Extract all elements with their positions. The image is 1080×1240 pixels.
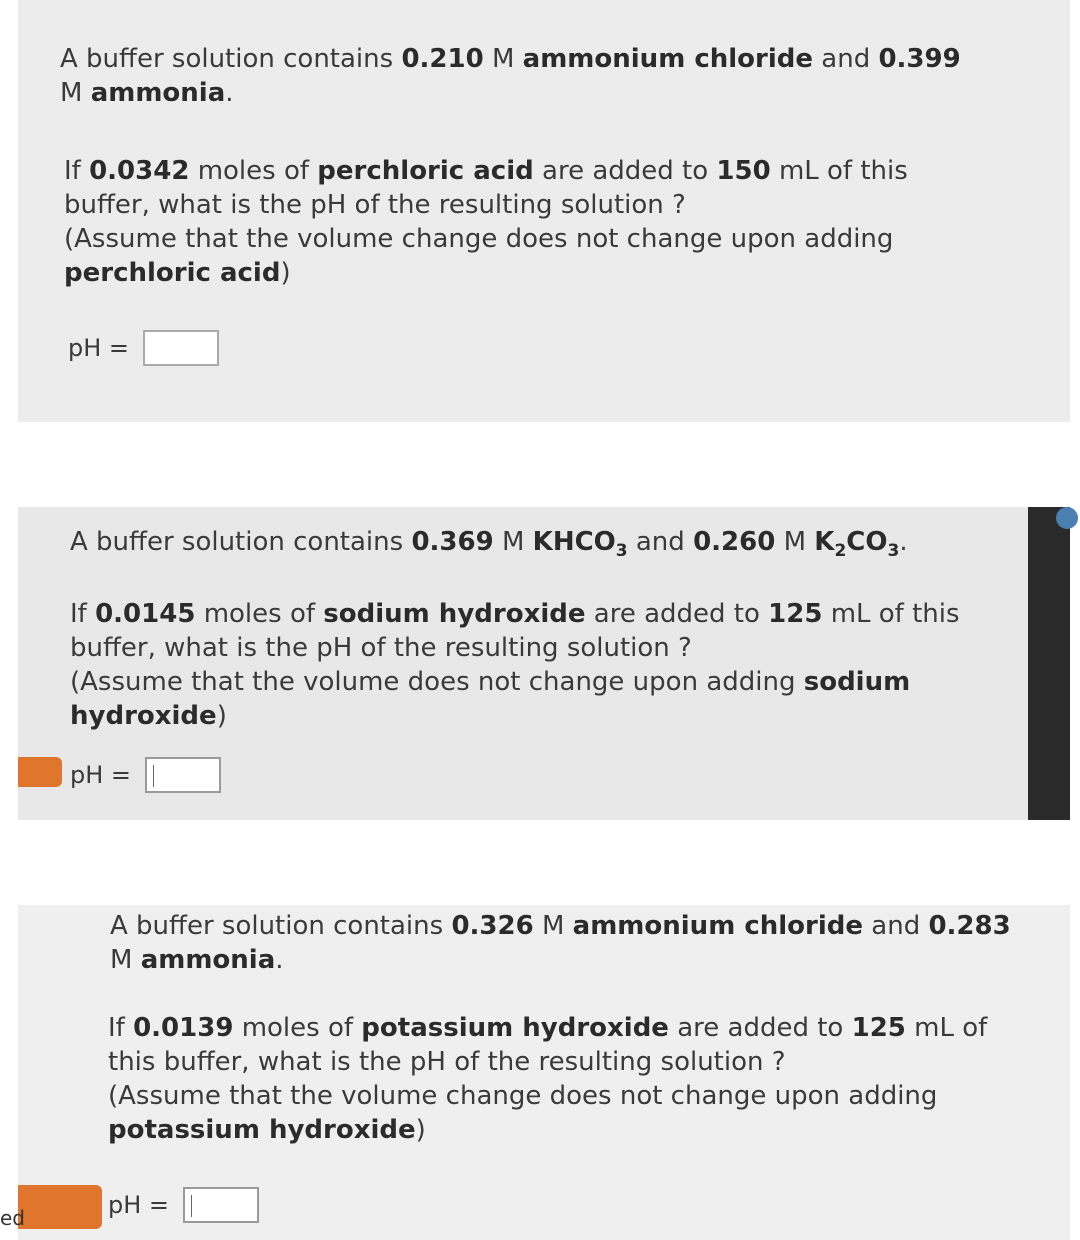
q1-salt-conc: 0.210	[401, 44, 484, 74]
q1-base: ammonia	[90, 78, 226, 108]
q2-volume-unit: mL of this	[822, 599, 960, 629]
q2-close-paren: )	[216, 701, 227, 731]
q1-salt: ammonium chloride	[522, 44, 814, 74]
q3-volume-unit: mL of	[905, 1013, 988, 1043]
q1-unit-2: M	[60, 78, 91, 108]
q1-answer-row	[68, 330, 219, 366]
q2-co-text: CO	[846, 527, 888, 557]
q2-if: If	[70, 599, 96, 629]
q3-assumption: (Assume that the volume change does not change upon adding	[108, 1081, 938, 1111]
q3-and: and	[863, 911, 929, 941]
q3-close-paren: )	[415, 1115, 426, 1145]
q3-volume: 125	[851, 1013, 906, 1043]
q1-close-paren: )	[280, 258, 291, 288]
q2-question	[70, 597, 960, 733]
q3-answer-row	[108, 1187, 259, 1223]
q3-question	[108, 1011, 987, 1147]
q3-intro-text: A buffer solution contains	[110, 911, 452, 941]
q1-period: .	[225, 78, 234, 108]
q2-answer-row	[70, 757, 221, 793]
q3-period: .	[275, 945, 284, 975]
q1-intro-text: A buffer solution contains	[60, 44, 402, 74]
q2-k-sub: 2	[834, 541, 847, 561]
q1-ph-input[interactable]	[143, 330, 219, 366]
q1-intro	[60, 42, 961, 110]
question-panel-1	[18, 0, 1070, 422]
q2-and: and	[627, 527, 694, 557]
q3-assumption-reagent: potassium hydroxide	[108, 1115, 416, 1145]
q2-intro-text: A buffer solution contains	[70, 527, 412, 557]
q2-moles-of: moles of	[195, 599, 324, 629]
q1-ph-label: pH =	[68, 334, 130, 362]
q3-ph-input[interactable]	[183, 1187, 259, 1223]
q3-ph-label: pH =	[108, 1191, 170, 1219]
q3-added-to: are added to	[668, 1013, 852, 1043]
q3-salt-conc: 0.326	[451, 911, 534, 941]
q1-added-to: are added to	[533, 156, 717, 186]
q3-text-caret	[191, 1195, 192, 1217]
q2-added-to: are added to	[585, 599, 769, 629]
question-panel-3	[18, 905, 1070, 1240]
q3-moles: 0.0139	[133, 1013, 234, 1043]
q2-assumption-reagent-b: hydroxide	[70, 701, 217, 731]
q3-moles-of: moles of	[233, 1013, 362, 1043]
q1-volume-unit: mL of this	[770, 156, 908, 186]
q2-acid-salt	[532, 527, 628, 561]
q3-unit-2: M	[110, 945, 141, 975]
q2-unit-2: M	[775, 527, 815, 557]
q3-intro	[110, 909, 1011, 977]
q2-text-caret	[153, 765, 154, 787]
q1-question-line2: buffer, what is the pH of the resulting solution ?	[64, 190, 686, 220]
q2-status-tab	[18, 757, 62, 787]
q2-base-conc: 0.260	[693, 527, 776, 557]
q2-base-salt	[814, 527, 900, 561]
q2-question-line2: buffer, what is the pH of the resulting solution ?	[70, 633, 692, 663]
q1-assumption-reagent: perchloric acid	[64, 258, 281, 288]
q1-question	[64, 154, 908, 290]
q1-moles: 0.0342	[89, 156, 190, 186]
q2-moles: 0.0145	[95, 599, 196, 629]
q2-period: .	[899, 527, 908, 557]
q3-base-conc: 0.283	[928, 911, 1011, 941]
q3-reagent: potassium hydroxide	[361, 1013, 669, 1043]
q3-salt: ammonium chloride	[572, 911, 864, 941]
q2-acid-conc: 0.369	[411, 527, 494, 557]
q2-reagent: sodium hydroxide	[323, 599, 586, 629]
q3-base: ammonia	[140, 945, 276, 975]
q2-assumption: (Assume that the volume does not change upon adding	[70, 667, 804, 697]
q1-volume: 150	[716, 156, 771, 186]
q1-moles-of: moles of	[189, 156, 318, 186]
q2-khco3-sub: 3	[615, 541, 628, 561]
q3-question-line2: this buffer, what is the pH of the resulting solution ?	[108, 1047, 786, 1077]
q2-intro	[70, 525, 908, 568]
question-panel-2	[18, 507, 1028, 820]
edge-button[interactable]	[1056, 507, 1078, 529]
q3-status-tab	[18, 1185, 102, 1229]
q2-ph-input[interactable]	[145, 757, 221, 793]
q2-unit: M	[493, 527, 533, 557]
q1-assumption: (Assume that the volume change does not change upon adding	[64, 224, 894, 254]
q3-if: If	[108, 1013, 134, 1043]
q1-reagent: perchloric acid	[317, 156, 534, 186]
q2-assumption-reagent-a: sodium	[803, 667, 911, 697]
q2-volume: 125	[768, 599, 823, 629]
q2-khco3-text: KHCO	[532, 527, 616, 557]
q1-unit: M	[483, 44, 523, 74]
q1-if: If	[64, 156, 90, 186]
q2-ph-label: pH =	[70, 761, 132, 789]
edge-label: ed	[0, 1206, 25, 1230]
q2-co-sub: 3	[887, 541, 900, 561]
q1-and: and	[813, 44, 879, 74]
q3-unit: M	[533, 911, 573, 941]
window-edge	[1028, 507, 1070, 820]
q1-base-conc: 0.399	[878, 44, 961, 74]
q2-k-text: K	[814, 527, 835, 557]
